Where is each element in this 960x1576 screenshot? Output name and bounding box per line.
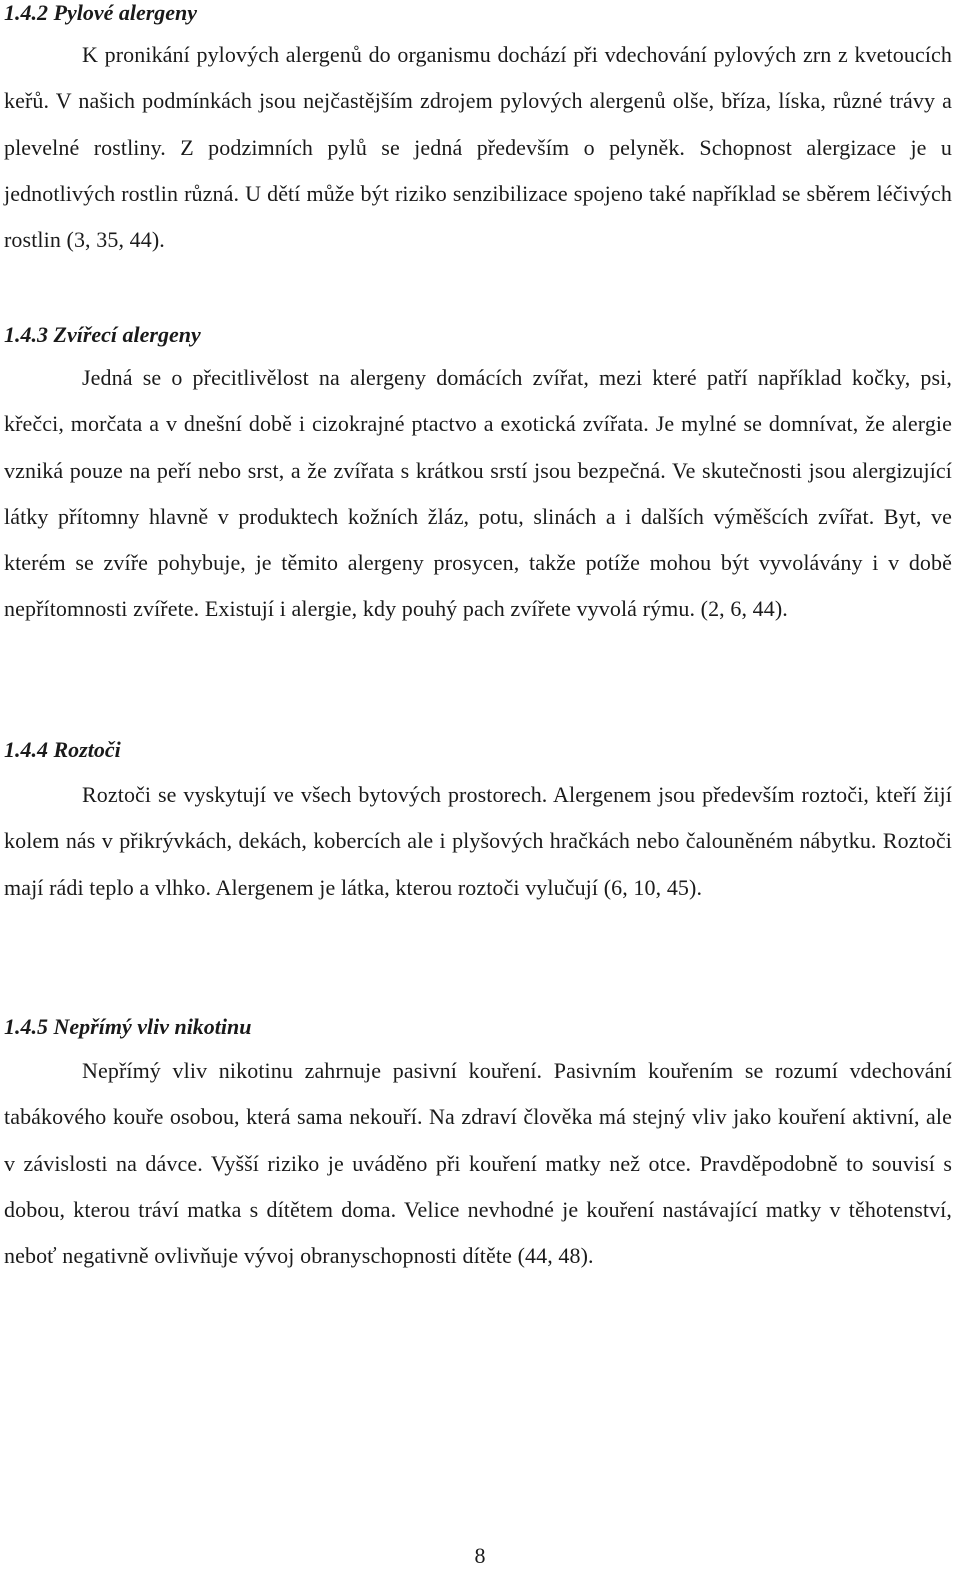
section-heading-roztoci: 1.4.4 Roztoči xyxy=(4,737,121,762)
section-heading-neprimy-vliv-nikotinu: 1.4.5 Nepřímý vliv nikotinu xyxy=(4,1014,252,1039)
section-paragraph-roztoci: Roztoči se vyskytují ve všech bytových prostorech. Alergenem jsou především roztoči, kteří žijí kolem nás v přikrývkách, dekách, kobercích ale i plyšových hračkách nebo čalouněném nábytku. Roztoči mají rádi teplo a vlhko. Alergenem je látka, kterou roztoči vylučují (6, 10, 45). xyxy=(4,782,952,900)
section-paragraph-neprimy-vliv-nikotinu: Nepřímý vliv nikotinu zahrnuje pasivní kouření. Pasivním kouřením se rozumí vdechování tabákového kouře osobou, která sama nekouří. Na zdraví člověka má stejný vliv jako kouření aktivní, ale v závislosti na dávce. Vyšší riziko je uváděno při kouření matky než otce. Pravděpodobně to souvisí s dobou, kterou tráví matka s dítětem doma. Velice nevhodné je kouření nastávající matky v těhotenství, neboť negativně ovlivňuje vývoj obranyschopnosti dítěte (44, 48). xyxy=(4,1058,952,1269)
section-paragraph-pylove-alergeny: K pronikání pylových alergenů do organismu dochází při vdechování pylových zrn z kvetoucích keřů. V našich podmínkách jsou nejčastějším zdrojem pylových alergenů olše, bříza, líska, různé trávy a plevelné rostliny. Z podzimních pylů se jedná především o pelyněk. Schopnost alergizace je u jednotlivých rostlin různá. U dětí může být riziko senzibilizace spojeno také například se sběrem léčivých rostlin (3, 35, 44). xyxy=(4,42,952,253)
page-number: 8 xyxy=(474,1543,486,1568)
section-paragraph-zvireci-alergeny: Jedná se o přecitlivělost na alergeny domácích zvířat, mezi které patří například kočky, psi, křečci, morčata a v dnešní době i cizokrajné ptactvo a exotická zvířata. Je mylné se domnívat, že alergie vzniká pouze na peří nebo srst, a že zvířata s krátkou srstí jsou bezpečná. Ve skutečnosti jsou alergizující látky přítomny hlavně v produktech kožních žláz, potu, slinách a i dalších výměšcích zvířat. Byt, ve kterém se zvíře pohybuje, je těmito alergeny prosycen, takže potíže mohou být vyvolávány i v době nepřítomnosti zvířete. Existují i alergie, kdy pouhý pach zvířete vyvolá rýmu. (2, 6, 44). xyxy=(4,365,952,622)
section-heading-zvireci-alergeny: 1.4.3 Zvířecí alergeny xyxy=(4,322,201,347)
section-heading-pylove-alergeny: 1.4.2 Pylové alergeny xyxy=(4,0,198,25)
